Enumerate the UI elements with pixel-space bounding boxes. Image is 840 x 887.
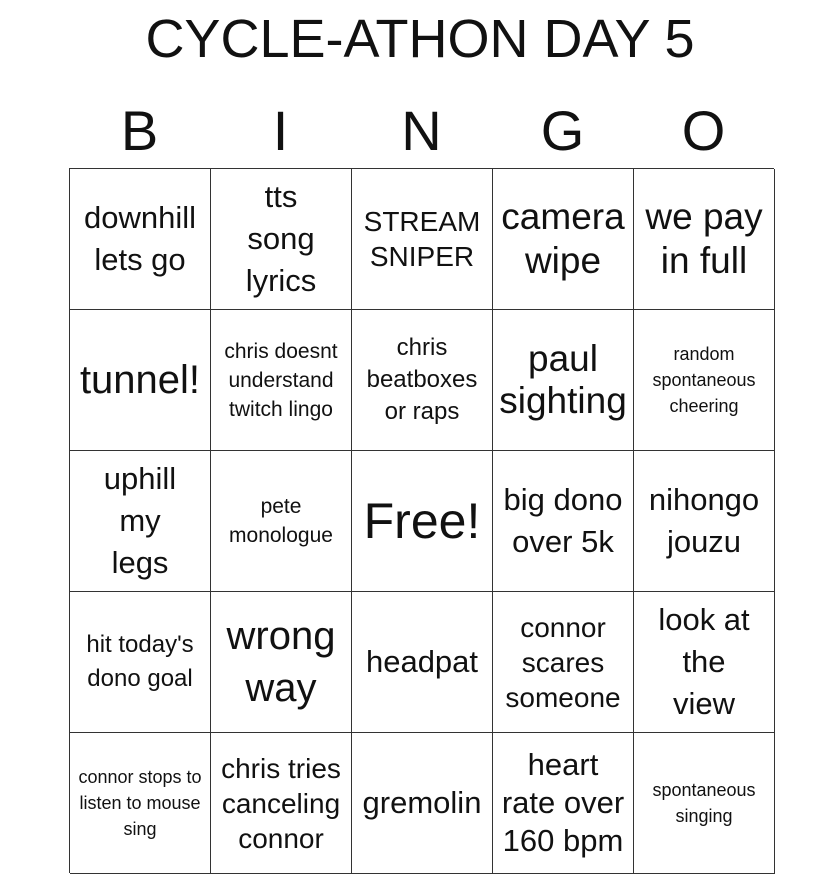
header-letter-o: O	[681, 99, 726, 162]
cell-label: chris doesnt understand twitch lingo	[224, 339, 338, 421]
bingo-cell[interactable]	[352, 592, 493, 733]
bingo-cell[interactable]	[352, 310, 493, 451]
bingo-cell[interactable]	[211, 169, 352, 310]
cell-label: hit today's dono goal	[86, 631, 194, 692]
cell-label: wrong way	[226, 614, 336, 710]
bingo-cell[interactable]	[70, 169, 211, 310]
bingo-cell[interactable]	[493, 592, 634, 733]
cell-label: nihongo jouzu	[648, 482, 760, 559]
bingo-cell[interactable]	[70, 451, 211, 592]
cell-label: heart rate over 160 bpm	[501, 747, 625, 858]
cell-label: headpat	[365, 644, 479, 679]
bingo-cell[interactable]	[493, 733, 634, 874]
bingo-cell[interactable]	[211, 451, 352, 592]
bingo-cell[interactable]	[70, 310, 211, 451]
cell-label: we pay in full	[645, 196, 763, 281]
bingo-cell[interactable]	[634, 733, 775, 874]
bingo-cell[interactable]	[211, 592, 352, 733]
bingo-cell[interactable]	[493, 451, 634, 592]
header-letter-b: B	[120, 99, 159, 162]
cell-label: look at the view	[658, 602, 750, 721]
cell-label: connor stops to listen to mouse sing	[78, 767, 202, 839]
cell-label: random spontaneous cheering	[652, 344, 756, 416]
bingo-header	[69, 98, 774, 164]
bingo-cell[interactable]	[634, 310, 775, 451]
header-letter-g: G	[540, 99, 585, 162]
cell-label: connor scares someone	[505, 611, 621, 713]
cell-label: tts song lyrics	[245, 179, 317, 298]
bingo-cell[interactable]	[211, 310, 352, 451]
bingo-grid	[69, 168, 774, 873]
bingo-cell[interactable]	[493, 169, 634, 310]
bingo-cell[interactable]	[70, 733, 211, 874]
cell-label: Free!	[363, 493, 481, 549]
cell-label: camera wipe	[501, 196, 625, 281]
bingo-cell[interactable]	[211, 733, 352, 874]
cell-label: big dono over 5k	[503, 482, 623, 559]
cell-label: downhill lets go	[83, 200, 196, 277]
bingo-cell[interactable]	[634, 169, 775, 310]
cell-label: chris beatboxes or raps	[366, 334, 478, 425]
header-letter-i: I	[272, 99, 289, 162]
bingo-cell[interactable]	[70, 592, 211, 733]
bingo-cell[interactable]	[352, 733, 493, 874]
cell-label: spontaneous singing	[652, 780, 756, 826]
cell-label: STREAM SNIPER	[363, 206, 481, 272]
bingo-cell[interactable]	[352, 451, 493, 592]
cell-label: chris tries canceling connor	[221, 752, 341, 854]
bingo-cell[interactable]	[634, 592, 775, 733]
bingo-cell[interactable]	[634, 451, 775, 592]
header-letter-n: N	[401, 99, 442, 162]
cell-label: paul sighting	[499, 338, 627, 421]
bingo-cell[interactable]	[493, 310, 634, 451]
cell-label: gremolin	[362, 785, 482, 820]
cell-label: uphill my legs	[103, 461, 177, 580]
cell-label: tunnel!	[79, 358, 201, 402]
bingo-cell[interactable]	[352, 169, 493, 310]
cell-label: pete monologue	[229, 495, 333, 547]
page-title: CYCLE-ATHON DAY 5	[145, 9, 695, 69]
